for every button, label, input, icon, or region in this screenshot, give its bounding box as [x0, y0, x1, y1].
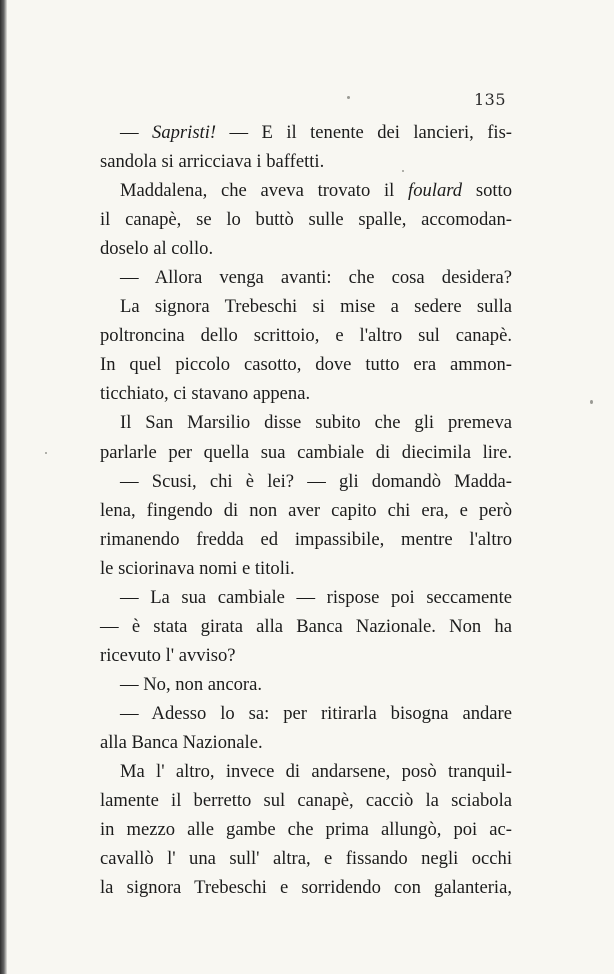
text-line: — Sapristi! — E il tenente dei lancieri, fis-: [120, 122, 512, 143]
text-line: — Allora venga avanti: che cosa desidera?: [120, 267, 512, 289]
text-line: le sciorinava nomi e titoli.: [100, 557, 295, 579]
paper-speck: [45, 452, 47, 454]
text-line: parlarle per quella sua cambiale di diecimila lire.: [100, 441, 512, 463]
text-line: lamente il berretto sul canapè, cacciò la sciabola: [100, 790, 512, 812]
body-text: [100, 118, 512, 902]
text-line: — è stata girata alla Banca Nazionale. Non ha: [100, 615, 512, 637]
text-line: — Adesso lo sa: per ritirarla bisogna andare: [120, 702, 512, 724]
text-line: ticchiato, ci stavano appena.: [100, 383, 311, 405]
text-line: — La sua cambiale — rispose poi seccamente: [120, 586, 512, 608]
text-line: Ma l' altro, invece di andarsene, posò tranquil-: [120, 761, 512, 783]
text-line: — No, non ancora.: [120, 673, 262, 695]
text-line: — Scusi, chi è lei? — gli domandò Madda-: [120, 470, 512, 492]
text-line: ricevuto l' avviso?: [100, 644, 236, 666]
text-line: il canapè, se lo buttò sulle spalle, accomodan-: [100, 209, 512, 231]
text-line: poltroncina dello scrittoio, e l'altro sul canapè.: [100, 325, 512, 347]
text-line: doselo al collo.: [100, 238, 214, 260]
paper-speck: [347, 96, 350, 99]
page-number: 135: [474, 90, 507, 109]
text-line: sandola si arricciava i baffetti.: [100, 151, 325, 173]
paper-speck: [590, 400, 593, 404]
text-line: La signora Trebeschi si mise a sedere sulla: [120, 296, 512, 318]
page-spine-edge: [0, 0, 7, 974]
text-line: in mezzo alle gambe che prima allungò, poi ac-: [100, 819, 512, 841]
text-line: lena, fingendo di non aver capito chi era, e però: [100, 499, 512, 521]
text-line: Il San Marsilio disse subito che gli premeva: [120, 412, 512, 434]
text-line: In quel piccolo casotto, dove tutto era ammon-: [100, 354, 512, 376]
text-line: rimanendo fredda ed impassibile, mentre l'altro: [100, 528, 512, 550]
text-line: la signora Trebeschi e sorridendo con galanteria,: [100, 877, 512, 899]
text-line: alla Banca Nazionale.: [100, 731, 263, 753]
text-line: cavallò l' una sull' altra, e fissando negli occhi: [100, 848, 512, 870]
text-line: Maddalena, che aveva trovato il foulard sotto: [120, 180, 512, 202]
